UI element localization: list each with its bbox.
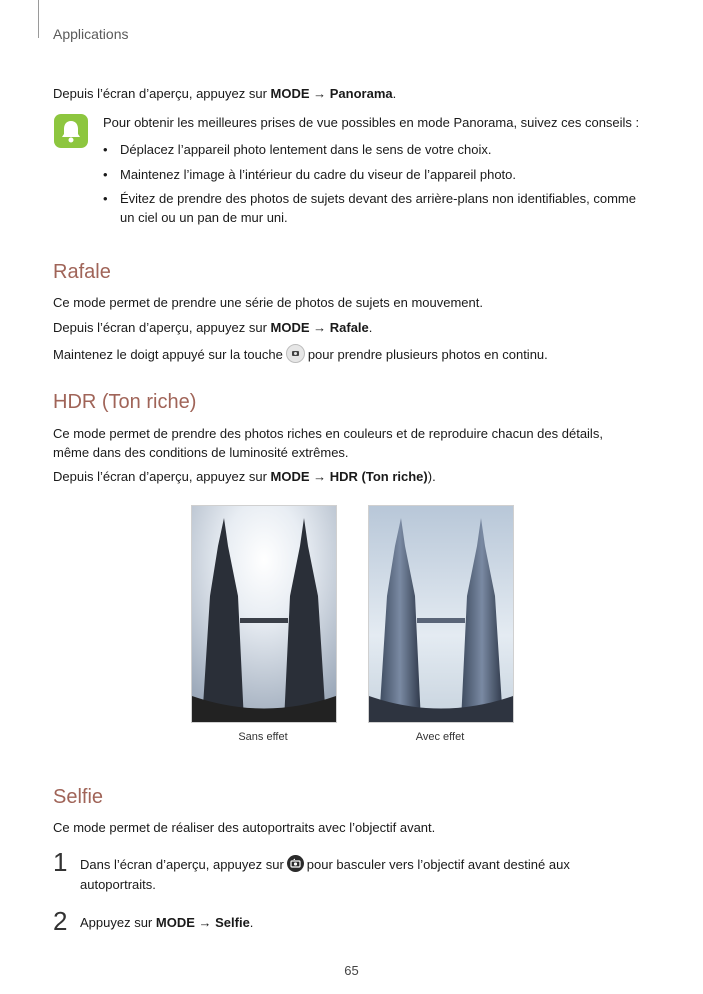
- selfie-heading: Selfie: [53, 786, 104, 808]
- rafale-intro-text: Depuis l’écran d’aperçu, appuyez sur: [53, 320, 271, 335]
- note-bullet-2: Maintenez l’image à l’intérieur du cadre du viseur de l’appareil photo.: [120, 167, 517, 182]
- selfie-step1-post: pour basculer vers l’objectif avant destiné aux: [306, 857, 570, 872]
- selfie-target-label: Selfie: [215, 915, 250, 930]
- selfie-step1-pre: Dans l’écran d’aperçu, appuyez sur: [80, 857, 284, 872]
- page-header: Applications: [53, 26, 129, 42]
- hdr-mode-label: MODE: [270, 469, 310, 484]
- caption-avec-effet: Avec effet: [415, 731, 465, 743]
- hdr-target-label: HDR (Ton riche): [329, 469, 428, 484]
- photo-sans-effet: [191, 505, 337, 723]
- punctuation: .: [249, 915, 254, 930]
- bullet-dot: •: [103, 167, 108, 182]
- arrow: →: [309, 320, 330, 335]
- switch-camera-icon: [287, 855, 304, 872]
- rafale-instruction: [53, 318, 372, 337]
- panorama-target-label: Panorama: [329, 86, 393, 101]
- note-bell-icon: [54, 114, 88, 148]
- step-number-2: 2: [53, 906, 68, 936]
- rafale-mode-label: MODE: [270, 320, 310, 335]
- hdr-intro-text: Depuis l’écran d’aperçu, appuyez sur: [53, 469, 271, 484]
- hdr-description-1: Ce mode permet de prendre des photos riches en couleurs et de reproduire chacun des détails,: [53, 426, 603, 441]
- selfie-step-1-cont: autoportraits.: [80, 877, 156, 892]
- header-rule: [38, 0, 39, 38]
- selfie-description: Ce mode permet de réaliser des autoportraits avec l’objectif avant.: [53, 820, 436, 835]
- photo-avec-effet: [368, 505, 514, 723]
- panorama-mode-label: MODE: [270, 86, 310, 101]
- arrow: →: [309, 469, 330, 484]
- arrow: →: [194, 915, 216, 930]
- selfie-step-1: [80, 855, 570, 874]
- panorama-instruction: [53, 84, 396, 103]
- panorama-intro-text: Depuis l’écran d’aperçu, appuyez sur: [53, 86, 271, 101]
- rafale-description: Ce mode permet de prendre une série de photos de sujets en mouvement.: [53, 295, 483, 310]
- selfie-mode-label: MODE: [155, 915, 195, 930]
- rafale-target-label: Rafale: [329, 320, 369, 335]
- note-bullet-1: Déplacez l’appareil photo lentement dans le sens de votre choix.: [120, 142, 492, 157]
- selfie-step2-pre: Appuyez sur: [80, 915, 156, 930]
- selfie-step-2: [80, 913, 253, 932]
- camera-shutter-icon: [286, 344, 305, 363]
- caption-sans-effet: Sans effet: [238, 731, 288, 743]
- punctuation: .: [368, 320, 373, 335]
- rafale-hold-pre: Maintenez le doigt appuyé sur la touche: [53, 347, 283, 362]
- rafale-hold-post: pour prendre plusieurs photos en continu.: [307, 347, 548, 362]
- rafale-hold-instruction: [53, 344, 548, 364]
- note-bullet-3: Évitez de prendre des photos de sujets devant des arrière-plans non identifiables, comme: [120, 191, 636, 206]
- note-bullet-3-cont: un ciel ou un pan de mur uni.: [120, 210, 288, 225]
- hdr-description-2: même dans des conditions de luminosité extrêmes.: [53, 445, 349, 460]
- punctuation: .: [392, 86, 397, 101]
- bullet-dot: •: [103, 191, 108, 206]
- punctuation: ).: [427, 469, 436, 484]
- arrow: →: [309, 86, 330, 101]
- hdr-heading: HDR (Ton riche): [53, 391, 197, 413]
- bullet-dot: •: [103, 142, 108, 157]
- step-number-1: 1: [53, 847, 68, 877]
- page-number: 65: [344, 963, 359, 978]
- rafale-heading: Rafale: [53, 261, 111, 283]
- note-intro: Pour obtenir les meilleures prises de vue possibles en mode Panorama, suivez ces conseils :: [103, 115, 640, 130]
- hdr-instruction: [53, 467, 436, 486]
